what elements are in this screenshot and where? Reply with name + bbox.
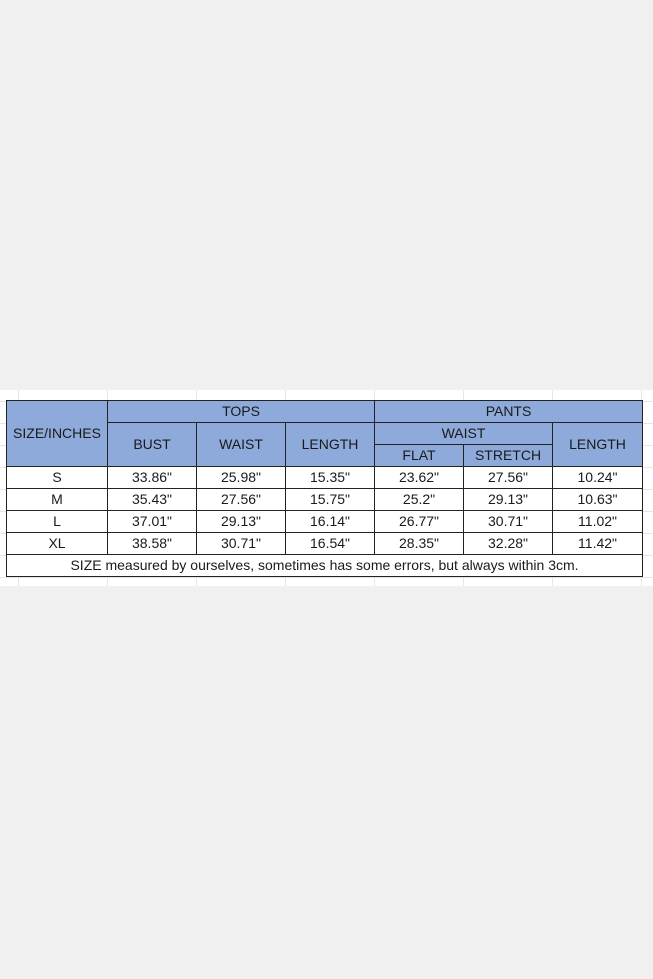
- tops-waist-header: WAIST: [197, 423, 286, 467]
- cell-stretch: 30.71": [464, 511, 553, 533]
- cell-size: M: [7, 489, 108, 511]
- cell-length: 16.54": [286, 533, 375, 555]
- cell-bust: 37.01": [108, 511, 197, 533]
- pants-waist-stretch-header: STRETCH: [464, 445, 553, 467]
- cell-flat: 25.2": [375, 489, 464, 511]
- cell-bust: 38.58": [108, 533, 197, 555]
- table-row: [7, 511, 643, 533]
- tops-length-header: LENGTH: [286, 423, 375, 467]
- cell-flat: 28.35": [375, 533, 464, 555]
- cell-length: 16.14": [286, 511, 375, 533]
- cell-bust: 33.86": [108, 467, 197, 489]
- pants-header: PANTS: [375, 401, 643, 423]
- cell-size: XL: [7, 533, 108, 555]
- pants-length-header: LENGTH: [553, 423, 643, 467]
- table-row: [7, 489, 643, 511]
- cell-flat: 23.62": [375, 467, 464, 489]
- size-label-header: SIZE/INCHES: [7, 401, 108, 467]
- cell-length: 15.35": [286, 467, 375, 489]
- tops-bust-header: BUST: [108, 423, 197, 467]
- pants-waist-flat-header: FLAT: [375, 445, 464, 467]
- cell-stretch: 27.56": [464, 467, 553, 489]
- note-row: [7, 555, 643, 577]
- cell-pants-length: 11.02": [553, 511, 643, 533]
- table-row: [7, 467, 643, 489]
- cell-waist: 29.13": [197, 511, 286, 533]
- cell-stretch: 29.13": [464, 489, 553, 511]
- table-row: [7, 533, 643, 555]
- cell-pants-length: 10.24": [553, 467, 643, 489]
- cell-stretch: 32.28": [464, 533, 553, 555]
- header-row-1: [7, 401, 643, 423]
- cell-flat: 26.77": [375, 511, 464, 533]
- cell-waist: 27.56": [197, 489, 286, 511]
- cell-waist: 25.98": [197, 467, 286, 489]
- cell-waist: 30.71": [197, 533, 286, 555]
- tops-header: TOPS: [108, 401, 375, 423]
- cell-size: S: [7, 467, 108, 489]
- size-chart-table: [6, 400, 643, 577]
- pants-waist-header: WAIST: [375, 423, 553, 445]
- measurement-note: SIZE measured by ourselves, sometimes has some errors, but always within 3cm.: [7, 555, 643, 577]
- cell-length: 15.75": [286, 489, 375, 511]
- cell-pants-length: 10.63": [553, 489, 643, 511]
- cell-pants-length: 11.42": [553, 533, 643, 555]
- cell-size: L: [7, 511, 108, 533]
- cell-bust: 35.43": [108, 489, 197, 511]
